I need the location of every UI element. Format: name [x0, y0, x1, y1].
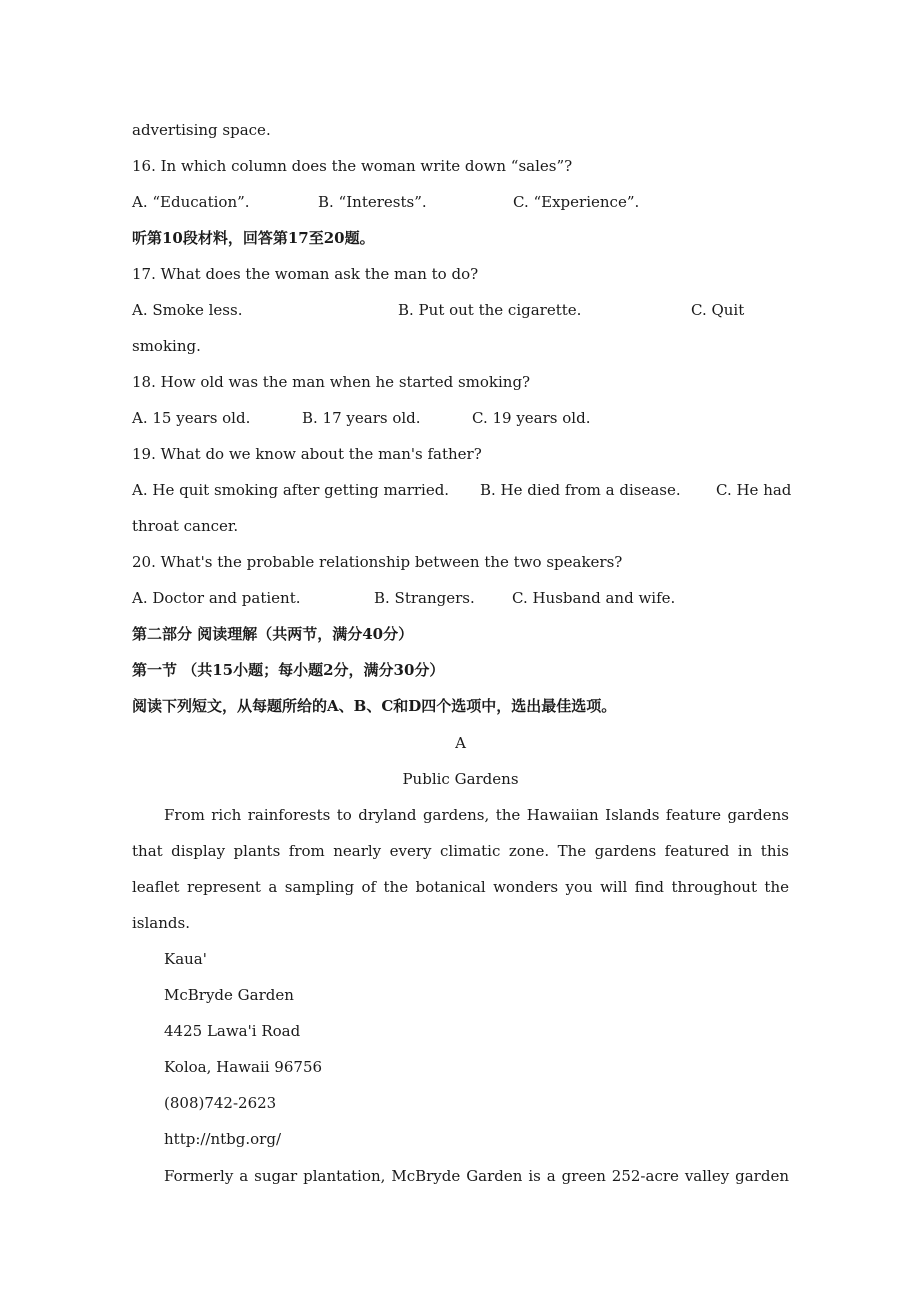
address-line: 4425 Lawa'i Road: [164, 1022, 301, 1040]
question-20: 20. What's the probable relationship between the two speakers?: [132, 553, 623, 571]
text-line: smoking.: [132, 337, 201, 355]
option-b: B. Put out the cigarette.: [398, 301, 582, 319]
option-c: C. He had: [716, 481, 792, 499]
section-heading: 听第10段材料，回答第17至20题。: [132, 229, 375, 247]
passage-letter: A: [455, 734, 466, 752]
option-a: A. He quit smoking after getting married.: [132, 481, 450, 499]
passage-title: Public Gardens: [402, 770, 519, 788]
paragraph-line: that display plants from nearly every climatic zone. The gardens featured in this: [132, 842, 789, 860]
question-17: 17. What does the woman ask the man to do?: [132, 265, 479, 283]
question-18: 18. How old was the man when he started smoking?: [132, 373, 531, 391]
option-c: C. Husband and wife.: [512, 589, 676, 607]
text-line: throat cancer.: [132, 517, 239, 535]
garden-name: McBryde Garden: [164, 986, 294, 1004]
question-19: 19. What do we know about the man's father?: [132, 445, 482, 463]
paragraph-line: leaflet represent a sampling of the botanical wonders you will find throughout the: [132, 878, 789, 896]
text-line: advertising space.: [132, 121, 271, 139]
option-b: B. Strangers.: [374, 589, 475, 607]
website-url: http://ntbg.org/: [164, 1130, 281, 1148]
paragraph-line: Formerly a sugar plantation, McBryde Garden is a green 252-acre valley garden: [164, 1167, 789, 1185]
instruction: 阅读下列短文，从每题所给的A、B、C和D四个选项中，选出最佳选项。: [132, 697, 617, 715]
option-c: C. Quit: [691, 301, 745, 319]
option-a: A. Doctor and patient.: [132, 589, 301, 607]
option-b: B. He died from a disease.: [480, 481, 681, 499]
section-heading: 第一节 （共15小题；每小题2分，满分30分）: [132, 661, 445, 679]
paragraph-line: islands.: [132, 914, 190, 932]
phone-number: (808)742-2623: [164, 1094, 277, 1112]
question-16: 16. In which column does the woman write down “sales”?: [132, 157, 573, 175]
option-b: B. 17 years old.: [302, 409, 421, 427]
paragraph-line: From rich rainforests to dryland gardens, the Hawaiian Islands feature gardens: [164, 806, 789, 824]
island-name: Kaua': [164, 950, 207, 968]
option-a: A. “Education”.: [132, 193, 250, 211]
option-c: C. “Experience”.: [513, 193, 640, 211]
address-line: Koloa, Hawaii 96756: [164, 1058, 323, 1076]
option-b: B. “Interests”.: [318, 193, 427, 211]
option-a: A. Smoke less.: [132, 301, 243, 319]
part-heading: 第二部分 阅读理解（共两节，满分40分）: [132, 625, 414, 643]
option-c: C. 19 years old.: [472, 409, 591, 427]
option-a: A. 15 years old.: [132, 409, 251, 427]
